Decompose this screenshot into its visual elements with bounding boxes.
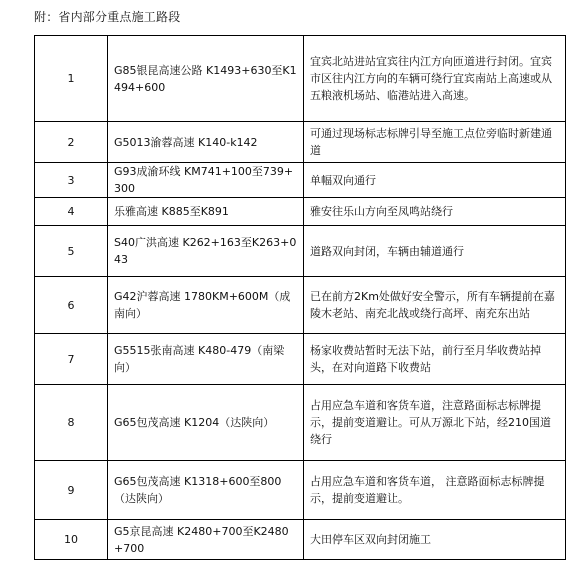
page-title: 附：省内部分重点施工路段 <box>34 10 181 24</box>
road-segment: G5515张南高速 K480-479（南梁向） <box>108 334 304 385</box>
table-row <box>35 36 566 122</box>
traffic-plan: 宜宾北站进站宜宾往内江方向匝道进行封闭。宜宾市区往内江方向的车辆可绕行宜宾南站上高速或从五粮液机场站、临港站进入高速。 <box>304 36 566 122</box>
road-segment: G42沪蓉高速 1780KM+600M（成南向） <box>108 277 304 334</box>
row-number: 2 <box>35 122 108 163</box>
table-row <box>35 461 566 520</box>
table-row <box>35 198 566 226</box>
row-number: 5 <box>35 226 108 277</box>
traffic-plan: 占用应急车道和客货车道，注意路面标志标牌提示，提前变道避让。可从万源北下站，经210国道绕行 <box>304 385 566 461</box>
row-number: 10 <box>35 520 108 560</box>
road-segment: 乐雅高速 K885至K891 <box>108 198 304 226</box>
road-segment: G5013渝蓉高速 K140-k142 <box>108 122 304 163</box>
construction-sections-table <box>34 35 566 560</box>
traffic-plan: 已在前方2Km处做好安全警示，所有车辆提前在嘉陵木老站、南充北战或绕行高坪、南充东出站 <box>304 277 566 334</box>
row-number: 3 <box>35 163 108 198</box>
row-number: 8 <box>35 385 108 461</box>
table-row <box>35 277 566 334</box>
row-number: 1 <box>35 36 108 122</box>
table-row <box>35 226 566 277</box>
table-row <box>35 334 566 385</box>
road-segment: G85银昆高速公路 K1493+630至K1494+600 <box>108 36 304 122</box>
road-segment: G93成渝环线 KM741+100至739+300 <box>108 163 304 198</box>
table-row <box>35 122 566 163</box>
traffic-plan: 占用应急车道和客货车道， 注意路面标志标牌提示，提前变道避让。 <box>304 461 566 520</box>
row-number: 6 <box>35 277 108 334</box>
traffic-plan: 杨家收费站暂时无法下站，前行至月华收费站掉头，在对向道路下收费站 <box>304 334 566 385</box>
traffic-plan: 雅安往乐山方向至凤鸣站绕行 <box>304 198 566 226</box>
road-segment: G65包茂高速 K1204（达陕向） <box>108 385 304 461</box>
traffic-plan: 大田停车区双向封闭施工 <box>304 520 566 560</box>
road-segment: G5京昆高速 K2480+700至K2480+700 <box>108 520 304 560</box>
row-number: 4 <box>35 198 108 226</box>
table-row <box>35 385 566 461</box>
traffic-plan: 道路双向封闭，车辆由辅道通行 <box>304 226 566 277</box>
traffic-plan: 单幅双向通行 <box>304 163 566 198</box>
row-number: 9 <box>35 461 108 520</box>
table-row <box>35 163 566 198</box>
road-segment: G65包茂高速 K1318+600至800（达陕向） <box>108 461 304 520</box>
road-segment: S40广洪高速 K262+163至K263+043 <box>108 226 304 277</box>
row-number: 7 <box>35 334 108 385</box>
table-row <box>35 520 566 560</box>
traffic-plan: 可通过现场标志标牌引导至施工点位旁临时新建通道 <box>304 122 566 163</box>
